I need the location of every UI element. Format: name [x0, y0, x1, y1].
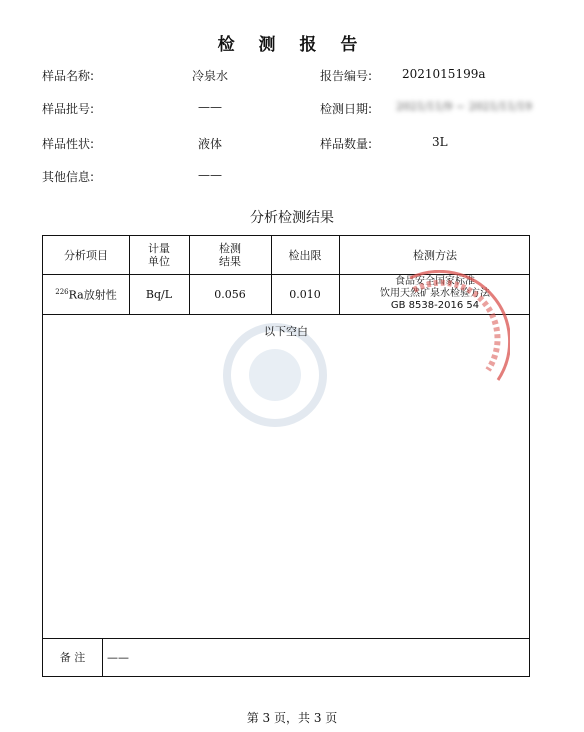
batch-value: ——: [198, 100, 222, 114]
table-rule: [102, 638, 103, 677]
quantity-label: 样品数量:: [320, 137, 373, 151]
header-result-line2: 结果: [219, 255, 241, 268]
page-number: 第 3 页，共 3 页: [246, 711, 338, 725]
row-method-line2: 饮用天然矿泉水检验方法: [380, 288, 490, 299]
header-item: [43, 236, 129, 274]
header-unit-line2: 单位: [148, 255, 170, 268]
remark-label: 备 注: [59, 651, 86, 664]
row-item-text: Ra放射性: [68, 288, 117, 302]
other-info-value: ——: [198, 168, 222, 182]
blank-note: 以下空白: [264, 325, 308, 338]
sample-name-value: 冷泉水: [191, 69, 228, 83]
test-date-value: 2021/11/9 ~ 2021/11/19: [396, 100, 533, 113]
header-unit: [129, 236, 189, 274]
quantity-value: 3L: [432, 135, 448, 149]
header-limit-text: 检出限: [288, 248, 322, 262]
header-result: [189, 236, 271, 274]
results-section-title: 分析检测结果: [250, 210, 334, 226]
header-unit-line1: 计量: [148, 242, 170, 255]
row-method-line3: GB 8538-2016 54: [390, 300, 480, 311]
row-item-superscript: 226: [55, 288, 69, 297]
report-no-value: 2021015199a: [402, 67, 486, 81]
nature-label: 样品性状:: [42, 137, 95, 151]
other-info-label: 其他信息:: [42, 170, 95, 184]
inspection-stamp: [390, 270, 510, 400]
header-item-text: 分析项目: [64, 248, 108, 262]
test-date-label: 检测日期:: [320, 102, 373, 116]
report-title: 检 测 报 告: [217, 35, 367, 55]
sample-name-label: 样品名称:: [42, 69, 95, 83]
row-method-line1: 食品安全国家标准: [395, 276, 475, 287]
header-method: [339, 236, 531, 274]
header-method-text: 检测方法: [413, 248, 457, 262]
remark-value: ——: [107, 651, 129, 664]
nature-value: 液体: [197, 137, 222, 151]
row-unit: Bq/L: [145, 287, 173, 301]
header-limit: [271, 236, 339, 274]
row-result: 0.056: [214, 287, 246, 301]
report-no-label: 报告编号:: [320, 69, 373, 83]
row-item: [43, 274, 129, 314]
batch-label: 样品批号:: [42, 102, 95, 116]
header-result-line1: 检测: [219, 242, 241, 255]
row-limit: 0.010: [289, 287, 321, 301]
